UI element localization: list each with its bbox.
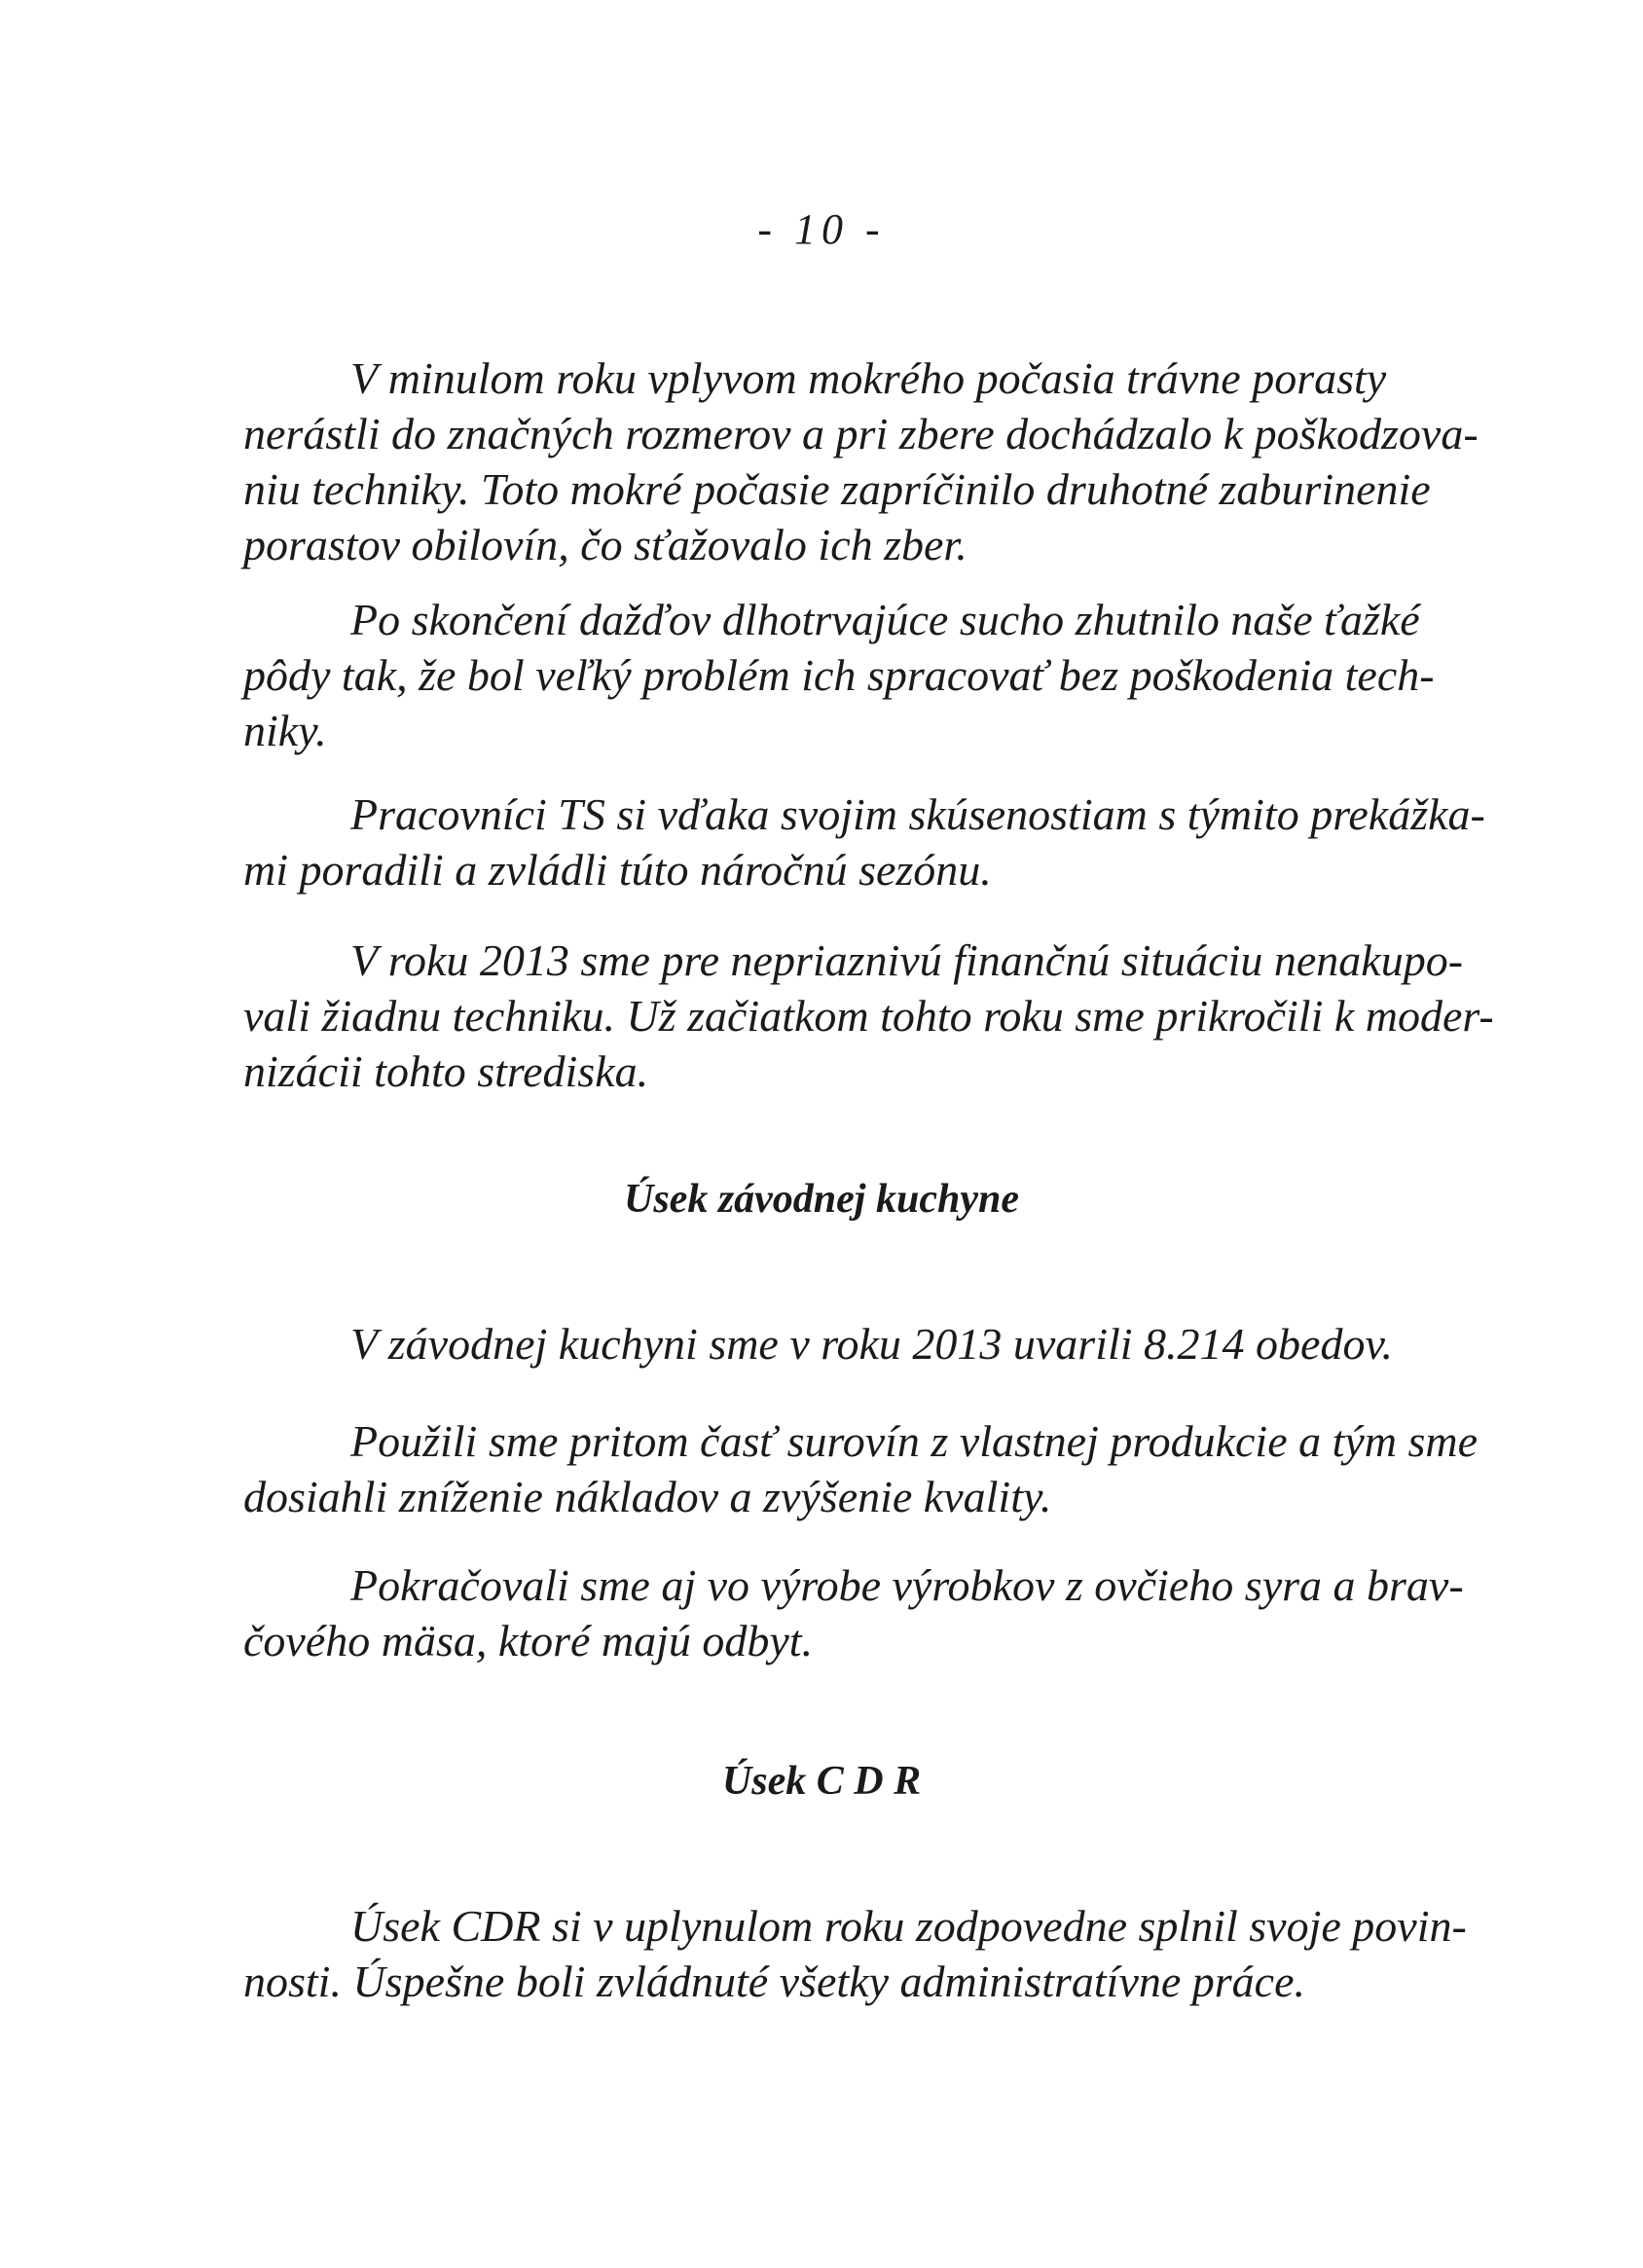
text-line: dosiahli zníženie nákladov a zvýšenie kvality. [243, 1472, 1052, 1521]
text-line: niu techniky. Toto mokré počasie zapríčinilo druhotné zaburinenie [243, 464, 1431, 514]
text-line: nizácii tohto strediska. [243, 1046, 649, 1096]
paragraph-cdr-duties [243, 1898, 1467, 2009]
paragraph-machinery [243, 933, 1494, 1099]
paragraph-workers [243, 786, 1485, 897]
paragraph-cheese-products [243, 1557, 1464, 1668]
text-line: vali žiadnu techniku. Už začiatkom tohto roku sme prikročili k moder- [243, 991, 1494, 1041]
text-line: nosti. Úspešne boli zvládnuté všetky administratívne práce. [243, 1957, 1306, 2006]
text-line: Pracovníci TS si vďaka svojim skúsenostiam s týmito prekážka- [350, 789, 1485, 839]
text-line: porastov obilovín, čo sťažovalo ich zber. [243, 520, 968, 569]
text-line: nerástli do značných rozmerov a pri zbere dochádzalo k poškodzova- [243, 409, 1479, 458]
page-number: - 10 - [757, 205, 886, 253]
section-heading-cdr: Úsek C D R [721, 1759, 922, 1804]
text-line: Pokračovali sme aj vo výrobe výrobkov z ovčieho syra a brav- [350, 1560, 1464, 1610]
text-line: Po skončení dažďov dlhotrvajúce sucho zhutnilo naše ťažké [350, 595, 1420, 644]
section-heading-kitchen: Úsek závodnej kuchyne [624, 1177, 1019, 1222]
paragraph-lunches [243, 1316, 1460, 1372]
text-line: V roku 2013 sme pre nepriaznivú finančnú situáciu nenakupo- [350, 935, 1464, 985]
text-line: niky. [243, 706, 327, 755]
paragraph-own-production [243, 1413, 1479, 1524]
text-line: mi poradili a zvládli túto náročnú sezónu. [243, 845, 992, 895]
paragraph-wet-weather [243, 350, 1479, 572]
text-line: Použili sme pritom časť surovín z vlastnej produkcie a tým sme [350, 1416, 1479, 1466]
text-line: čového mäsa, ktoré majú odbyt. [243, 1616, 814, 1665]
text-line: pôdy tak, že bol veľký problém ich spracovať bez poškodenia tech- [243, 650, 1435, 700]
text-line: V závodnej kuchyni sme v roku 2013 uvarili 8.214 obedov. [350, 1319, 1393, 1369]
text-line: V minulom roku vplyvom mokrého počasia trávne porasty [350, 353, 1387, 403]
paragraph-drought [243, 592, 1460, 758]
text-line: Úsek CDR si v uplynulom roku zodpovedne splnil svoje povin- [350, 1901, 1467, 1951]
